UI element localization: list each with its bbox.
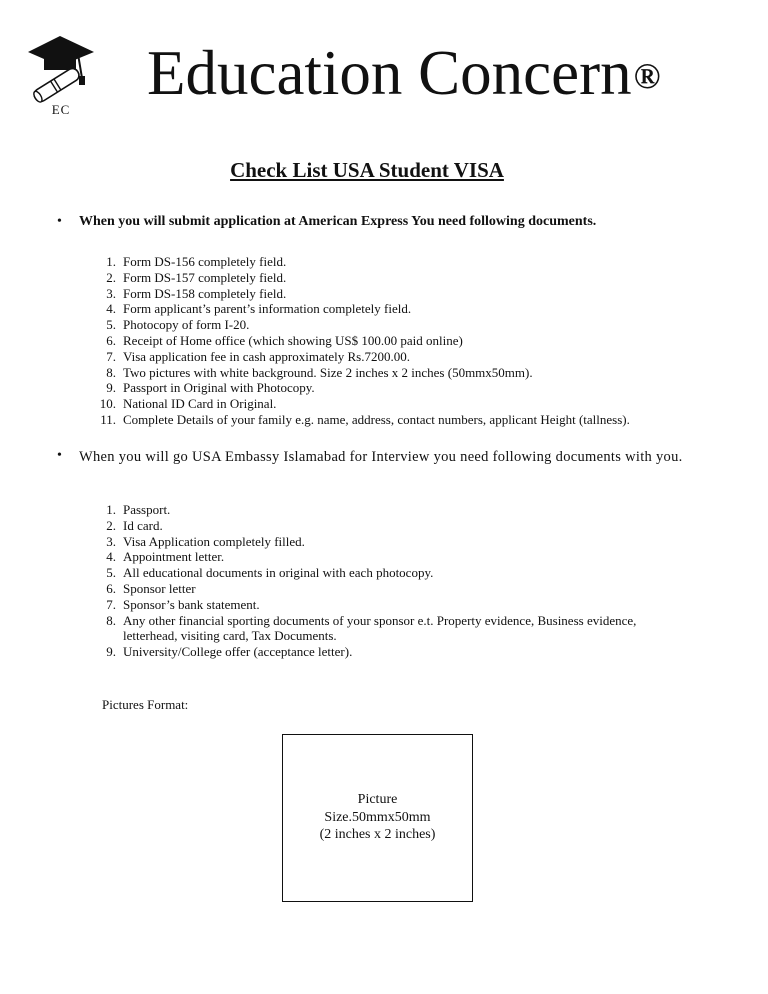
list-item: 7. Sponsor’s bank statement. <box>106 596 260 612</box>
list-item: 5. Photocopy of form I-20. <box>106 317 250 333</box>
list-item: 1. Form DS-156 completely field. <box>106 254 287 269</box>
page-title: Check List USA Student VISA <box>230 158 504 182</box>
picture-caption-line: (2 inches x 2 inches) <box>319 827 436 842</box>
list-item: 3. Visa Application completely filled. <box>106 533 305 549</box>
list-item: 5. All educational documents in original with each photocopy. <box>106 565 434 581</box>
list-item: 4. Form applicant’s parent’s information completely field. <box>106 301 412 317</box>
education-concern-logo <box>26 32 96 120</box>
picture-box-caption <box>283 791 472 844</box>
document-list <box>94 254 684 428</box>
list-item: 11. Complete Details of your family e.g. name, address, contact numbers, applicant Height (tallness). <box>100 411 630 427</box>
picture-placeholder-box <box>282 734 473 902</box>
list-item: 10. National ID Card in Original. <box>99 396 277 412</box>
list-item: 7. Visa application fee in cash approximately Rs.7200.00. <box>106 348 410 364</box>
list-item: 6. Sponsor letter <box>106 580 196 596</box>
list-item: 1. Passport. <box>106 502 171 517</box>
bullet-marker: • <box>57 448 62 463</box>
document-list <box>94 502 684 660</box>
list-item: 9. Passport in Original with Photocopy. <box>106 380 315 396</box>
list-item: 9. University/College offer (acceptance letter). <box>106 644 353 660</box>
section-heading: When you will go USA Embassy Islamabad for Interview you need following documents with you. <box>79 449 683 465</box>
list-item: 8. Any other financial sporting documents of your sponsor e.t. Property evidence, Business evidence, letterhead, visiting card, Tax Documents. <box>106 612 637 644</box>
list-item: 6. Receipt of Home office (which showing US$ 100.00 paid online) <box>106 332 463 348</box>
list-item: 2. Id card. <box>106 517 163 533</box>
brand-title <box>147 38 661 111</box>
registered-mark: ® <box>633 56 661 96</box>
graduation-cap-icon <box>26 32 96 104</box>
brand-name: Education Concern <box>147 38 632 108</box>
list-item: 3. Form DS-158 completely field. <box>106 285 287 301</box>
bullet-marker: • <box>57 214 62 229</box>
picture-caption-line: Size.50mmx50mm <box>324 809 431 825</box>
section-heading: When you will submit application at American Express You need following documents. <box>79 214 597 229</box>
pictures-format-label: Pictures Format: <box>102 697 189 712</box>
list-item: 4. Appointment letter. <box>106 549 225 565</box>
logo-ec-text: EC <box>51 102 71 117</box>
list-item: 8. Two pictures with white background. Size 2 inches x 2 inches (50mmx50mm). <box>106 364 533 380</box>
picture-caption-line: Picture <box>357 792 398 807</box>
list-item: 2. Form DS-157 completely field. <box>106 269 287 285</box>
